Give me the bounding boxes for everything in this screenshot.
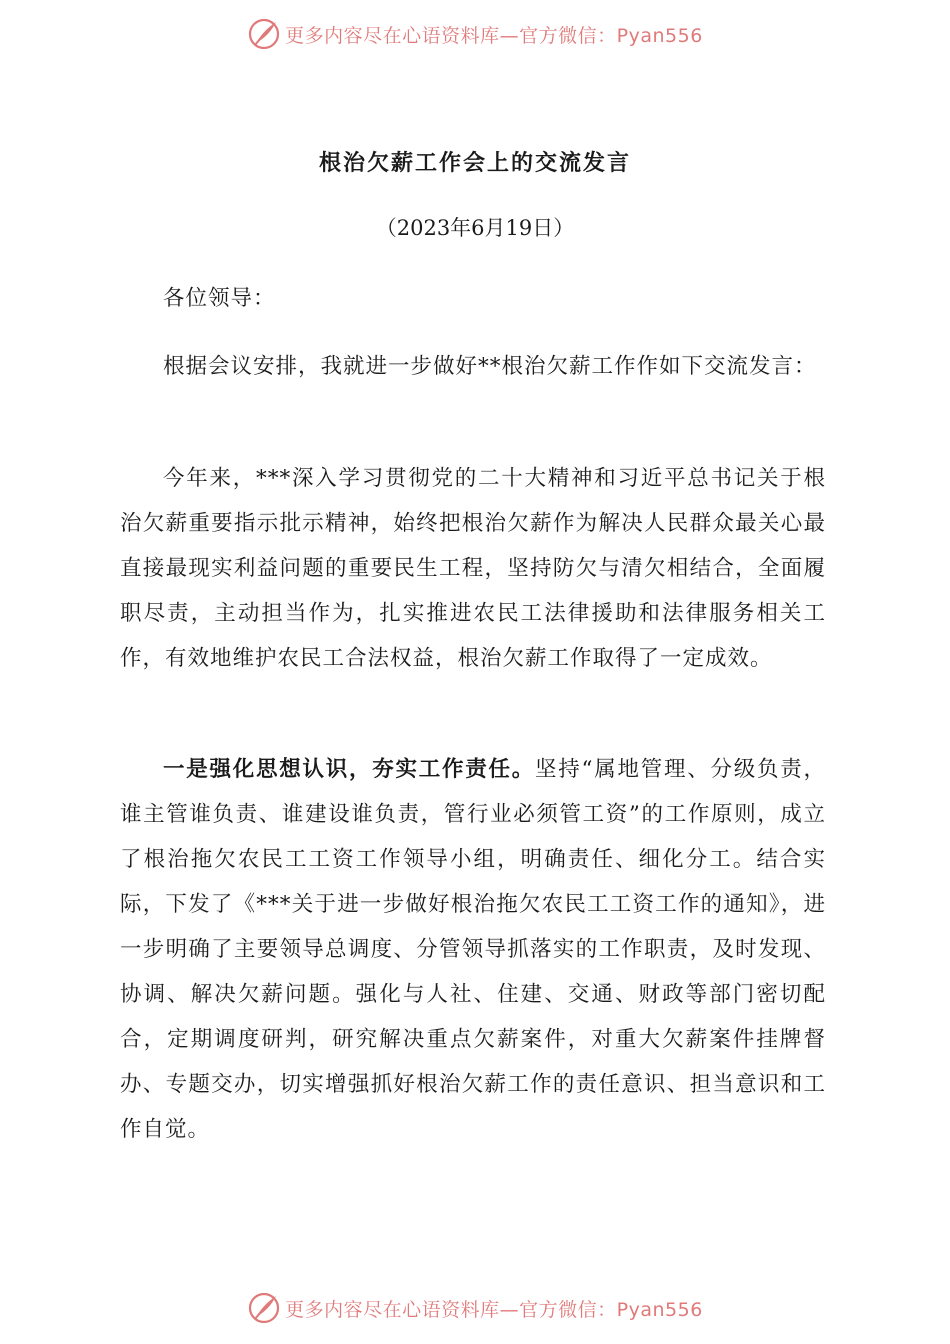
feather-quill-logo-icon (247, 17, 281, 51)
document-date: （2023年6月19日） (375, 216, 575, 240)
watermark-text: 更多内容尽在心语资料库—官方微信：Pyan556 (285, 1298, 703, 1321)
watermark-text: 更多内容尽在心语资料库—官方微信：Pyan556 (285, 24, 703, 47)
paragraph-summary: 今年来，***深入学习贯彻党的二十大精神和习近平总书记关于根治欠薪重要指示批示精神，始终把根治欠薪作为解决人民群众最关心最直接最现实利益问题的重要民生工程，坚持防欠与清欠相结合，全面履职尽责，主动担当作为，扎实推进农民工法律援助和法律服务相关工作，有效地维护农民工合法权益，根治欠薪工作取得了一定成效。 (120, 466, 826, 671)
document-title: 根治欠薪工作会上的交流发言 (318, 150, 631, 176)
paragraph-intro: 根据会议安排，我就进一步做好**根治欠薪工作作如下交流发言： (163, 354, 817, 379)
feather-quill-logo-icon (247, 1291, 281, 1325)
point-one-body: 坚持“属地管理、分级负责，谁主管谁负责、谁建设谁负责，管行业必须管工资”的工作原则，成立了根治拖欠农民工工资工作领导小组，明确责任、细化分工。结合实际，下发了《***关于进一步做好根治拖欠农民工工资工作的通知》，进一步明确了主要领导总调度、分管领导抓落实的工作职责，及时发现、协调、解决欠薪问题。强化与人社、住建、交通、财政等部门密切配合，定期调度研判，研究解决重点欠薪案件，对重大欠薪案件挂牌督办、专题交办，切实增强抓好根治欠薪工作的责任意识、担当意识和工作自觉。 (120, 757, 826, 1142)
footer-watermark (0, 1288, 950, 1328)
point-one-heading: 一是强化思想认识，夯实工作责任。 (163, 757, 535, 782)
header-watermark (0, 14, 950, 54)
paragraph-point-one (120, 747, 826, 1152)
greeting: 各位领导： (163, 286, 276, 311)
